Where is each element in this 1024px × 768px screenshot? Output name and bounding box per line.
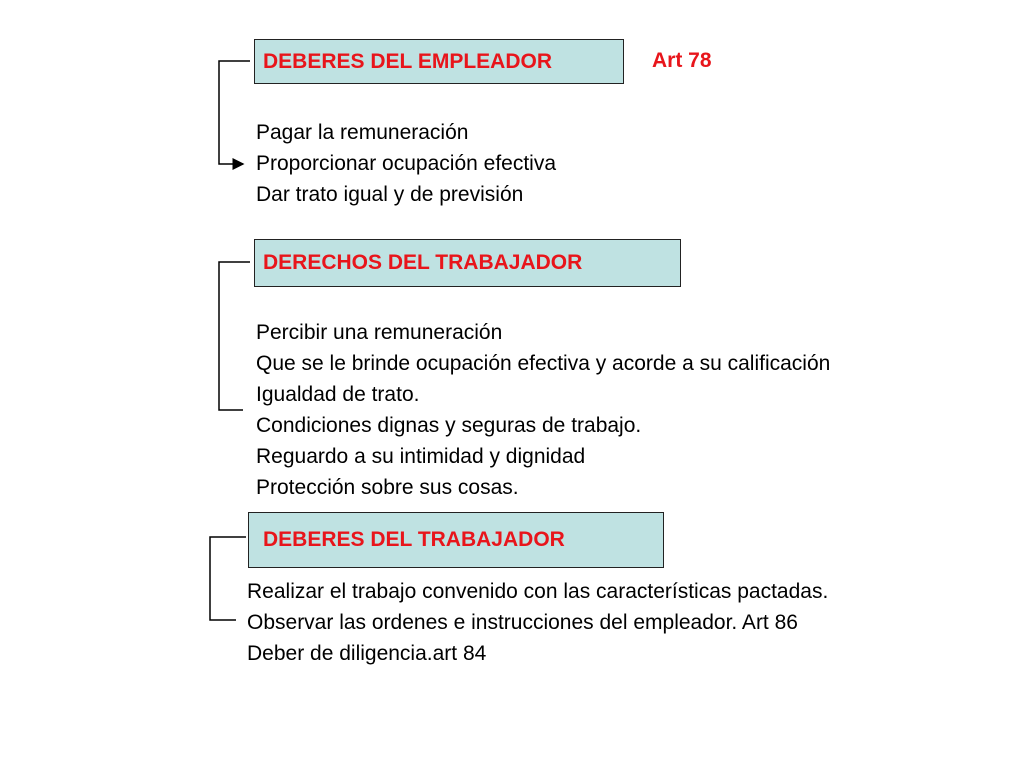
connector-employer <box>219 61 250 164</box>
list-item: Deber de diligencia.art 84 <box>247 642 487 665</box>
list-item: Igualdad de trato. <box>256 383 420 406</box>
list-item: Que se le brinde ocupación efectiva y acorde a su calificación <box>256 352 831 375</box>
employer-duties-title: DEBERES DEL EMPLEADOR <box>263 49 552 73</box>
worker-rights-list <box>256 317 830 503</box>
worker-duties-box <box>248 512 664 568</box>
worker-rights-title: DERECHOS DEL TRABAJADOR <box>263 251 583 274</box>
list-item: Proporcionar ocupación efectiva <box>256 152 557 175</box>
list-item: Observar las ordenes e instrucciones del empleador. Art 86 <box>247 611 798 634</box>
employer-duties-list <box>256 117 556 210</box>
list-item: Protección sobre sus cosas. <box>256 476 519 499</box>
worker-duties-title: DEBERES DEL TRABAJADOR <box>263 528 565 551</box>
list-item: Condiciones dignas y seguras de trabajo. <box>256 414 642 437</box>
list-item: Percibir una remuneración <box>256 321 503 344</box>
worker-rights-box <box>254 239 681 287</box>
list-item: Pagar la remuneración <box>256 121 469 144</box>
list-item: Realizar el trabajo convenido con las características pactadas. <box>247 580 829 603</box>
employer-duties-article: Art 78 <box>652 49 712 72</box>
connector-worker-rights <box>219 262 250 410</box>
list-item: Dar trato igual y de previsión <box>256 183 524 206</box>
employer-duties-box <box>254 39 624 84</box>
list-item: Reguardo a su intimidad y dignidad <box>256 445 586 468</box>
worker-duties-list <box>247 576 828 669</box>
connector-worker-duties <box>210 537 246 620</box>
